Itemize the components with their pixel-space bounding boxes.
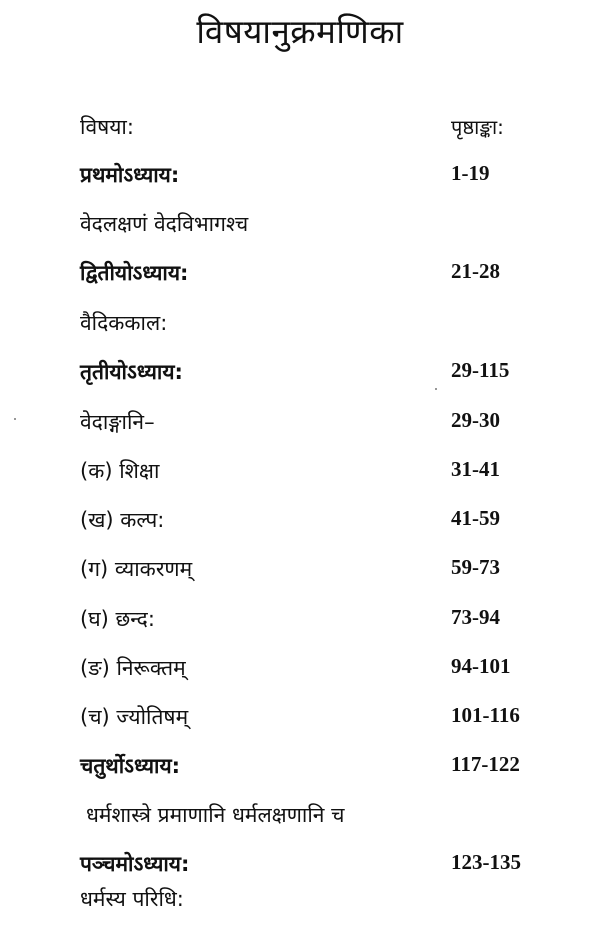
toc-label: (ङ) निरूक्तम् bbox=[80, 656, 186, 680]
toc-label: धर्मस्य परिधि: bbox=[80, 887, 184, 911]
toc-section-row bbox=[0, 801, 600, 841]
toc-label: (घ) छन्द: bbox=[80, 607, 155, 631]
toc-label: प्रथमोऽध्याय: bbox=[80, 163, 180, 187]
toc-section-row bbox=[0, 457, 600, 497]
toc-section-row bbox=[0, 885, 600, 925]
scan-speck bbox=[435, 388, 437, 390]
toc-pages: 59-73 bbox=[451, 555, 500, 579]
toc-label: (ग) व्याकरणम् bbox=[80, 557, 193, 581]
toc-chapter-row bbox=[0, 161, 600, 201]
toc-section-row bbox=[0, 555, 600, 595]
toc-section-row bbox=[0, 605, 600, 645]
toc-pages: 21-28 bbox=[451, 259, 500, 283]
toc-pages: 117-122 bbox=[451, 752, 520, 776]
scan-speck bbox=[14, 418, 16, 420]
toc-pages: 31-41 bbox=[451, 457, 500, 481]
toc-pages: 29-115 bbox=[451, 358, 510, 382]
page-column-heading: पृष्ठाङ्का: bbox=[451, 115, 504, 139]
subject-column-heading: विषया: bbox=[80, 115, 134, 139]
toc-chapter-row bbox=[0, 259, 600, 299]
page-title: विषयानुक्रमणिका bbox=[196, 12, 404, 51]
toc-pages: 29-30 bbox=[451, 408, 500, 432]
toc-header bbox=[0, 113, 600, 153]
toc-section-row bbox=[0, 506, 600, 546]
toc-section-row bbox=[0, 210, 600, 250]
toc-label: वैदिककाल: bbox=[80, 311, 168, 335]
toc-label: पञ्चमोऽध्याय: bbox=[80, 852, 190, 876]
toc-pages: 73-94 bbox=[451, 605, 500, 629]
toc-chapter-row bbox=[0, 850, 600, 890]
toc-pages: 123-135 bbox=[451, 850, 521, 874]
toc-pages: 41-59 bbox=[451, 506, 500, 530]
toc-chapter-row bbox=[0, 752, 600, 792]
toc-label: (च) ज्योतिषम् bbox=[80, 705, 189, 729]
toc-pages: 101-116 bbox=[451, 703, 520, 727]
toc-section-row bbox=[0, 703, 600, 743]
toc-label: वेदलक्षणं वेदविभागश्च bbox=[80, 212, 249, 236]
toc-pages: 94-101 bbox=[451, 654, 511, 678]
toc-label: (क) शिक्षा bbox=[80, 459, 160, 483]
toc-label: धर्मशास्त्रे प्रमाणानि धर्मलक्षणानि च bbox=[86, 803, 345, 827]
toc-section-row bbox=[0, 654, 600, 694]
toc-label: द्वितीयोऽध्याय: bbox=[80, 261, 189, 285]
toc-label: चतुर्थोऽध्याय: bbox=[80, 754, 181, 778]
toc-label: वेदाङ्गानि– bbox=[80, 410, 155, 434]
toc-label: (ख) कल्प: bbox=[80, 508, 165, 532]
toc-label: तृतीयोऽध्याय: bbox=[80, 360, 183, 384]
toc-chapter-row bbox=[0, 358, 600, 398]
toc-section-row bbox=[0, 408, 600, 448]
toc-section-row bbox=[0, 309, 600, 349]
toc-pages: 1-19 bbox=[451, 161, 490, 185]
